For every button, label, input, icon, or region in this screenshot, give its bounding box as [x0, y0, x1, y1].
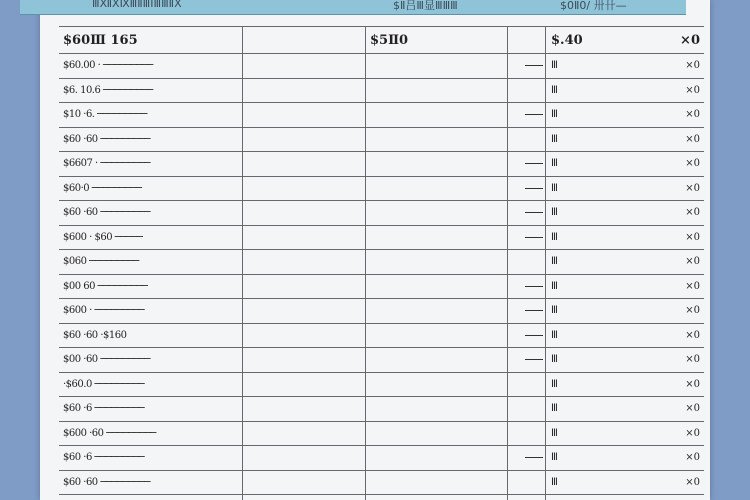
- row-quantity: [547, 397, 665, 422]
- row-mark: [509, 152, 547, 177]
- row-rate: [665, 127, 704, 152]
- row-quantity: [547, 54, 665, 79]
- row-quantity-text: Ⅲ: [551, 280, 557, 292]
- row-amount: [366, 470, 509, 495]
- dash-mark: [525, 212, 543, 213]
- row-amount: [366, 127, 509, 152]
- row-description: [59, 127, 242, 152]
- row-rate-text: ×0: [685, 231, 700, 243]
- column-divider: [242, 26, 243, 500]
- row-description: [59, 397, 242, 422]
- row-description-text: $60 ·60 ─────────: [63, 133, 151, 145]
- row-quantity: [547, 250, 665, 275]
- table-row: [59, 127, 704, 152]
- row-amount: [366, 397, 509, 422]
- row-description-text: ·$60.0 ─────────: [63, 378, 145, 390]
- row-quantity: [547, 470, 665, 495]
- ledger-header-row: [59, 27, 704, 54]
- row-quantity-text: Ⅲ: [551, 378, 557, 390]
- row-blank: [242, 78, 366, 103]
- row-description: [59, 274, 242, 299]
- row-quantity-text: Ⅲ: [551, 158, 557, 170]
- row-rate-text: ×0: [685, 133, 700, 145]
- row-description-text: $60 ·60 ─────────: [63, 476, 151, 488]
- row-rate: [665, 152, 704, 177]
- row-quantity-text: Ⅲ: [551, 354, 557, 366]
- row-description-text: $600 ·60 ─────────: [63, 427, 156, 439]
- row-rate-text: ×0: [685, 403, 700, 415]
- row-rate-text: ×0: [685, 158, 700, 170]
- row-description-text: $60·0 ─────────: [63, 182, 142, 194]
- row-quantity: [547, 225, 665, 250]
- row-amount: [366, 201, 509, 226]
- table-row: [59, 348, 704, 373]
- row-rate: [665, 470, 704, 495]
- row-mark: [509, 274, 547, 299]
- row-mark: [509, 54, 547, 79]
- row-rate: [665, 250, 704, 275]
- ledger-table: [59, 26, 704, 495]
- row-blank: [242, 274, 366, 299]
- row-blank: [242, 323, 366, 348]
- row-rate: [665, 274, 704, 299]
- row-amount: [366, 446, 509, 471]
- table-row: [59, 372, 704, 397]
- row-quantity-text: Ⅲ: [551, 403, 557, 415]
- row-quantity: [547, 348, 665, 373]
- row-quantity-text: Ⅲ: [551, 84, 557, 96]
- row-rate: [665, 421, 704, 446]
- row-description-text: $60 ·6 ─────────: [63, 452, 145, 464]
- row-blank: [242, 470, 366, 495]
- row-rate: [665, 299, 704, 324]
- row-rate-text: ×0: [685, 378, 700, 390]
- row-quantity-text: Ⅲ: [551, 207, 557, 219]
- row-description-text: $60 ·60 ·$160: [63, 329, 127, 341]
- header-center-text: $Ⅱ吕Ⅲ显ⅢⅢⅢ: [393, 0, 458, 12]
- row-blank: [242, 397, 366, 422]
- header-left-text: ⅢⅫⅩⅨⅢⅡⅢⅠⅢⅢⅡⅩ: [92, 0, 182, 10]
- row-blank: [242, 421, 366, 446]
- row-rate: [665, 225, 704, 250]
- row-description: [59, 250, 242, 275]
- row-mark: [509, 201, 547, 226]
- row-amount: [366, 54, 509, 79]
- dash-mark: [525, 188, 543, 189]
- row-rate: [665, 176, 704, 201]
- row-description: [59, 299, 242, 324]
- row-mark: [509, 103, 547, 128]
- row-rate-text: ×0: [685, 427, 700, 439]
- dash-mark: [525, 335, 543, 336]
- row-quantity-text: Ⅲ: [551, 329, 557, 341]
- row-quantity: [547, 421, 665, 446]
- row-mark: [509, 323, 547, 348]
- table-row: [59, 152, 704, 177]
- table-row: [59, 299, 704, 324]
- row-description: [59, 323, 242, 348]
- row-rate: [665, 54, 704, 79]
- column-divider: [507, 26, 508, 500]
- row-mark: [509, 250, 547, 275]
- row-rate-text: ×0: [685, 256, 700, 268]
- row-mark: [509, 446, 547, 471]
- row-rate-text: ×0: [685, 476, 700, 488]
- row-rate: [665, 201, 704, 226]
- row-amount: [366, 372, 509, 397]
- dash-mark: [525, 310, 543, 311]
- row-description: [59, 152, 242, 177]
- row-blank: [242, 201, 366, 226]
- header-right-text: $0Ⅱ0/ 卅卄—: [560, 0, 627, 12]
- row-quantity: [547, 152, 665, 177]
- row-rate: [665, 348, 704, 373]
- row-rate-text: ×0: [685, 452, 700, 464]
- row-blank: [242, 225, 366, 250]
- dash-mark: [525, 286, 543, 287]
- row-mark: [509, 348, 547, 373]
- row-description: [59, 54, 242, 79]
- row-quantity-text: Ⅲ: [551, 427, 557, 439]
- row-quantity: [547, 323, 665, 348]
- row-mark: [509, 397, 547, 422]
- row-description: [59, 103, 242, 128]
- row-rate-text: ×0: [685, 182, 700, 194]
- row-rate: [665, 78, 704, 103]
- row-quantity-text: Ⅲ: [551, 452, 557, 464]
- row-quantity: [547, 201, 665, 226]
- row-quantity: [547, 103, 665, 128]
- row-amount: [366, 176, 509, 201]
- column-blank: [242, 27, 366, 54]
- row-description-text: $6. 10.6 ─────────: [63, 84, 153, 96]
- table-row: [59, 274, 704, 299]
- row-mark: [509, 299, 547, 324]
- row-rate-text: ×0: [685, 280, 700, 292]
- row-description-text: $060 ─────────: [63, 256, 139, 268]
- row-mark: [509, 78, 547, 103]
- table-row: [59, 397, 704, 422]
- row-description-text: $600 · $60 ─────: [63, 231, 143, 243]
- row-quantity-text: Ⅲ: [551, 133, 557, 145]
- row-blank: [242, 372, 366, 397]
- header-bar: [20, 0, 686, 15]
- table-row: [59, 201, 704, 226]
- row-description: [59, 348, 242, 373]
- dash-mark: [525, 114, 543, 115]
- table-row: [59, 78, 704, 103]
- dash-mark: [525, 359, 543, 360]
- row-quantity-text: Ⅲ: [551, 256, 557, 268]
- row-mark: [509, 372, 547, 397]
- table-row: [59, 225, 704, 250]
- row-quantity: [547, 274, 665, 299]
- row-rate: [665, 446, 704, 471]
- row-mark: [509, 225, 547, 250]
- row-amount: [366, 152, 509, 177]
- row-quantity: [547, 176, 665, 201]
- row-rate-text: ×0: [685, 109, 700, 121]
- row-description: [59, 372, 242, 397]
- row-description-text: $10 ·6. ─────────: [63, 109, 147, 121]
- row-description-text: $6607 · ─────────: [63, 158, 151, 170]
- row-amount: [366, 78, 509, 103]
- table-row: [59, 176, 704, 201]
- row-amount: [366, 299, 509, 324]
- row-mark: [509, 127, 547, 152]
- table-row: [59, 54, 704, 79]
- row-description-text: $00 60 ─────────: [63, 280, 148, 292]
- row-quantity-text: Ⅲ: [551, 476, 557, 488]
- row-blank: [242, 103, 366, 128]
- row-quantity-text: Ⅲ: [551, 305, 557, 317]
- row-blank: [242, 152, 366, 177]
- column-rate: ×0: [665, 27, 704, 54]
- row-blank: [242, 127, 366, 152]
- row-blank: [242, 299, 366, 324]
- row-quantity: [547, 372, 665, 397]
- row-mark: [509, 176, 547, 201]
- row-description-text: $60 ·60 ─────────: [63, 207, 151, 219]
- row-amount: [366, 323, 509, 348]
- table-row: [59, 103, 704, 128]
- column-price: $.40: [547, 27, 665, 54]
- dash-mark: [525, 65, 543, 66]
- row-rate-text: ×0: [685, 354, 700, 366]
- row-rate-text: ×0: [685, 207, 700, 219]
- row-description: [59, 176, 242, 201]
- row-description-text: $60.00 · ─────────: [63, 60, 153, 72]
- row-quantity-text: Ⅲ: [551, 231, 557, 243]
- row-blank: [242, 176, 366, 201]
- row-description: [59, 470, 242, 495]
- column-total: $60Ⅲ 165: [59, 27, 242, 54]
- row-blank: [242, 446, 366, 471]
- row-quantity-text: Ⅲ: [551, 182, 557, 194]
- row-description: [59, 225, 242, 250]
- row-blank: [242, 348, 366, 373]
- table-row: [59, 446, 704, 471]
- row-rate-text: ×0: [685, 84, 700, 96]
- row-rate: [665, 323, 704, 348]
- column-amount: $5Ⅱ0: [366, 27, 509, 54]
- dash-mark: [525, 163, 543, 164]
- row-mark: [509, 470, 547, 495]
- row-description-text: $600 · ─────────: [63, 305, 145, 317]
- row-rate-text: ×0: [685, 60, 700, 72]
- row-description: [59, 446, 242, 471]
- row-quantity: [547, 446, 665, 471]
- column-divider: [545, 26, 546, 500]
- row-quantity: [547, 127, 665, 152]
- row-amount: [366, 421, 509, 446]
- row-description: [59, 201, 242, 226]
- table-row: [59, 470, 704, 495]
- table-row: [59, 421, 704, 446]
- row-quantity: [547, 299, 665, 324]
- row-rate: [665, 397, 704, 422]
- row-blank: [242, 250, 366, 275]
- row-rate-text: ×0: [685, 329, 700, 341]
- table-row: [59, 250, 704, 275]
- column-divider: [365, 26, 366, 500]
- row-rate: [665, 103, 704, 128]
- row-blank: [242, 54, 366, 79]
- row-description: [59, 78, 242, 103]
- table-row: [59, 323, 704, 348]
- row-rate-text: ×0: [685, 305, 700, 317]
- row-amount: [366, 250, 509, 275]
- row-description: [59, 421, 242, 446]
- row-amount: [366, 225, 509, 250]
- row-amount: [366, 103, 509, 128]
- dash-mark: [525, 237, 543, 238]
- row-rate: [665, 372, 704, 397]
- row-quantity: [547, 78, 665, 103]
- row-mark: [509, 421, 547, 446]
- row-amount: [366, 274, 509, 299]
- row-amount: [366, 348, 509, 373]
- row-description-text: $00 ·60 ─────────: [63, 354, 151, 366]
- row-quantity-text: Ⅲ: [551, 60, 557, 72]
- row-description-text: $60 ·6 ─────────: [63, 403, 145, 415]
- column-mark: [509, 27, 547, 54]
- dash-mark: [525, 457, 543, 458]
- row-quantity-text: Ⅲ: [551, 109, 557, 121]
